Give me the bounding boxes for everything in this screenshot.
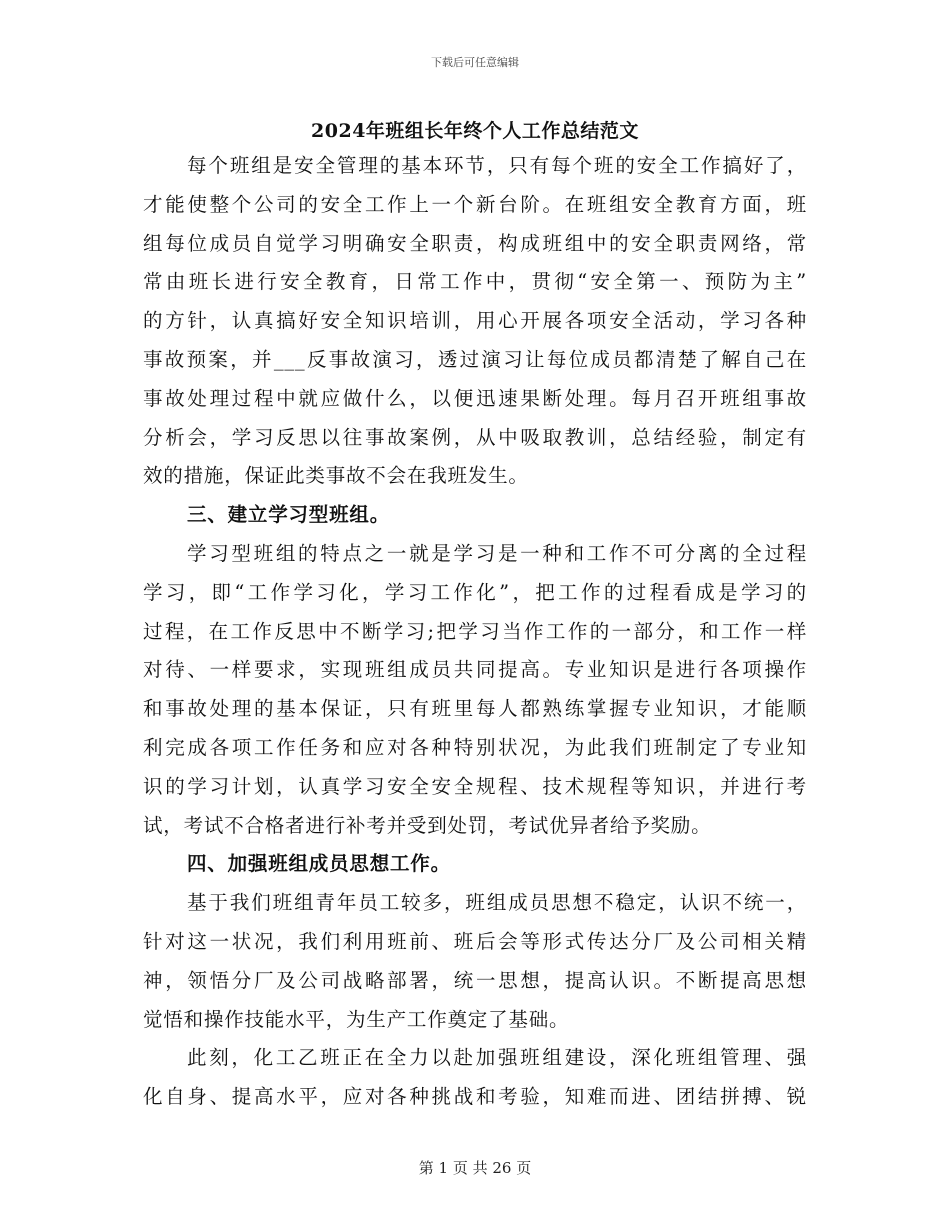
section-heading: 三、建立学习型班组。 [187, 503, 391, 527]
document-title: 2024年班组长年终个人工作总结范文 [311, 120, 639, 142]
body-line: 利完成各项工作任务和应对各种特别状况，为此我们班制定了专业知 [143, 735, 807, 759]
body-line: 基于我们班组青年员工较多，班组成员思想不稳定，认识不统一， [187, 891, 807, 915]
body-line: 常由班长进行安全教育，日常工作中，贯彻“安全第一、预防为主” [143, 270, 807, 294]
body-line: 效的措施，保证此类事故不会在我班发生。 [143, 464, 529, 488]
body-line: 每个班组是安全管理的基本环节，只有每个班的安全工作搞好了， [187, 154, 807, 177]
body-line: 对待、一样要求，实现班组成员共同提高。专业知识是进行各项操作 [143, 658, 807, 682]
document-body [143, 147, 807, 1117]
body-line: 和事故处理的基本保证，只有班里每人都熟练掌握专业知识，才能顺 [143, 697, 807, 721]
body-line: 神，领悟分厂及公司战略部署，统一思想，提高认识。不断提高思想 [143, 968, 807, 992]
body-line: 化自身、提高水平，应对各种挑战和考验，知难而进、团结拼搏、锐 [143, 1085, 807, 1109]
page-footer: 第 1 页 共 26 页 [418, 1159, 532, 1177]
body-line: 针对这一状况，我们利用班前、班后会等形式传达分厂及公司相关精 [143, 929, 807, 953]
body-line: 事故预案，并___反事故演习，透过演习让每位成员都清楚了解自己在 [143, 347, 807, 371]
body-line: 此刻，化工乙班正在全力以赴加强班组建设，深化班组管理、强 [187, 1046, 807, 1070]
body-line: 才能使整个公司的安全工作上一个新台阶。在班组安全教育方面，班 [143, 192, 807, 216]
body-line: 试，考试不合格者进行补考并受到处罚，考试优异者给予奖励。 [143, 813, 712, 837]
body-line: 过程，在工作反思中不断学习;把学习当作工作的一部分，和工作一样 [143, 619, 807, 643]
body-line: 学习型班组的特点之一就是学习是一种和工作不可分离的全过程 [187, 541, 807, 565]
body-line: 觉悟和操作技能水平，为生产工作奠定了基础。 [143, 1007, 570, 1031]
body-line: 事故处理过程中就应做什么，以便迅速果断处理。每月召开班组事故 [143, 386, 807, 410]
section-heading: 四、加强班组成员思想工作。 [187, 852, 451, 876]
body-line: 组每位成员自觉学习明确安全职责，构成班组中的安全职责网络，常 [143, 231, 807, 255]
body-line: 的方针，认真搞好安全知识培训，用心开展各项安全活动，学习各种 [143, 309, 807, 333]
body-line: 学习，即“工作学习化，学习工作化”，把工作的过程看成是学习的 [143, 580, 807, 604]
header-note: 下载后可任意编辑 [431, 56, 519, 69]
body-line: 识的学习计划，认真学习安全安全规程、技术规程等知识，并进行考 [143, 774, 807, 798]
body-line: 分析会，学习反思以往事故案例，从中吸取教训，总结经验，制定有 [143, 425, 807, 449]
